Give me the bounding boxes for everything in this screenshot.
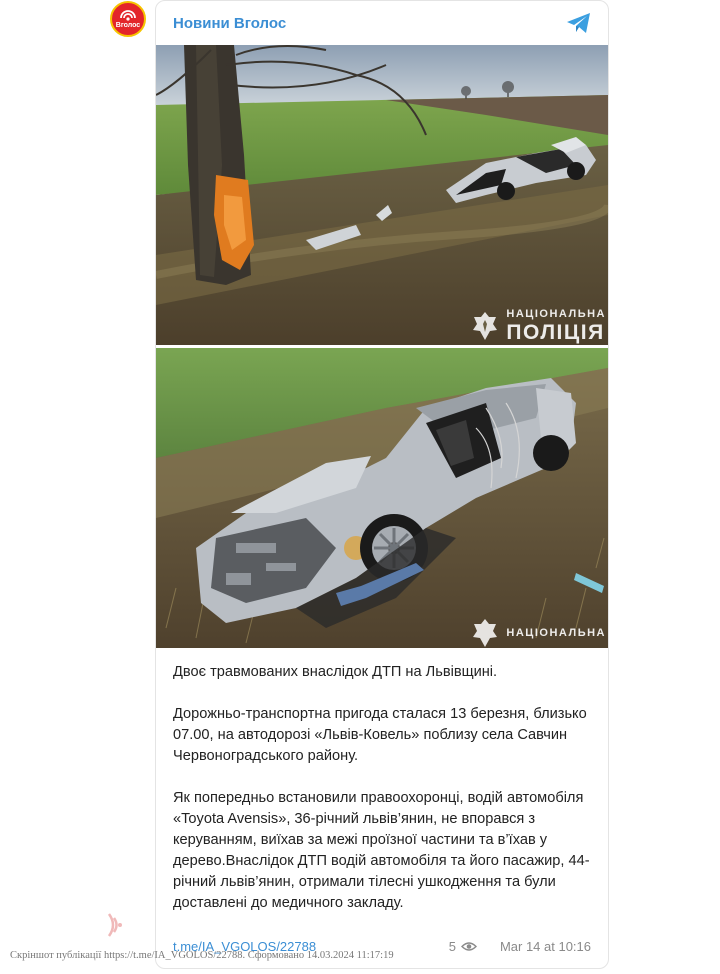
screenshot-caption: Скріншот публікації https://t.me/IA_VGOLOS/22788. Сформовано 14.03.2024 11:17:19 (10, 950, 394, 961)
message-header (156, 1, 608, 45)
post-paragraph-1: Двоє травмованих внаслідок ДТП на Львівщині. (173, 664, 498, 680)
photo-crash-scene-tree[interactable] (156, 45, 608, 345)
police-badge-icon-2 (472, 618, 498, 648)
watermark-line1: НАЦІОНАЛЬНА (506, 308, 606, 320)
watermark-line2: ПОЛІЦІЯ (506, 321, 605, 344)
watermark2-line1: НАЦІОНАЛЬНА (506, 626, 606, 639)
post-paragraph-2: Дорожньо-транспортна пригода сталася 13 березня, близько 07.00, на автодорозі «Львів-Ковель» поблизу села Савчин Червоноградського району. (173, 706, 587, 764)
channel-name[interactable]: Новини Вголос (173, 15, 287, 32)
channel-avatar[interactable] (110, 1, 146, 37)
post-link[interactable]: t.me/IA_VGOLOS/22788 (173, 939, 317, 954)
message-card (155, 0, 609, 969)
views-number: 5 (448, 939, 456, 954)
police-watermark (472, 309, 606, 343)
telegram-icon[interactable] (566, 12, 592, 34)
post-date: Mar 14 at 10:16 (499, 939, 591, 954)
police-watermark-2 (472, 618, 606, 648)
wave-logo-icon (105, 908, 127, 942)
post-paragraph-3: Як попередньо встановили правоохоронці, водій автомобіля «Toyota Avensis», 36-річний львів’янин, не впорався з керуванням, виїхав за межі проїзної частини та в’їхав у дерево.Внаслідок ДТП водій автомобіля та його пасажир, 44-річний львів’янин, отримали тілесні ушкодження та були доставлені до медичного закладу. (173, 790, 590, 911)
post-text (156, 648, 608, 914)
police-badge-icon (472, 311, 498, 341)
avatar-logo-text: Вголос (115, 21, 141, 29)
eye-icon (461, 941, 477, 952)
photo-crashed-car[interactable] (156, 348, 608, 648)
views-count (449, 939, 477, 954)
